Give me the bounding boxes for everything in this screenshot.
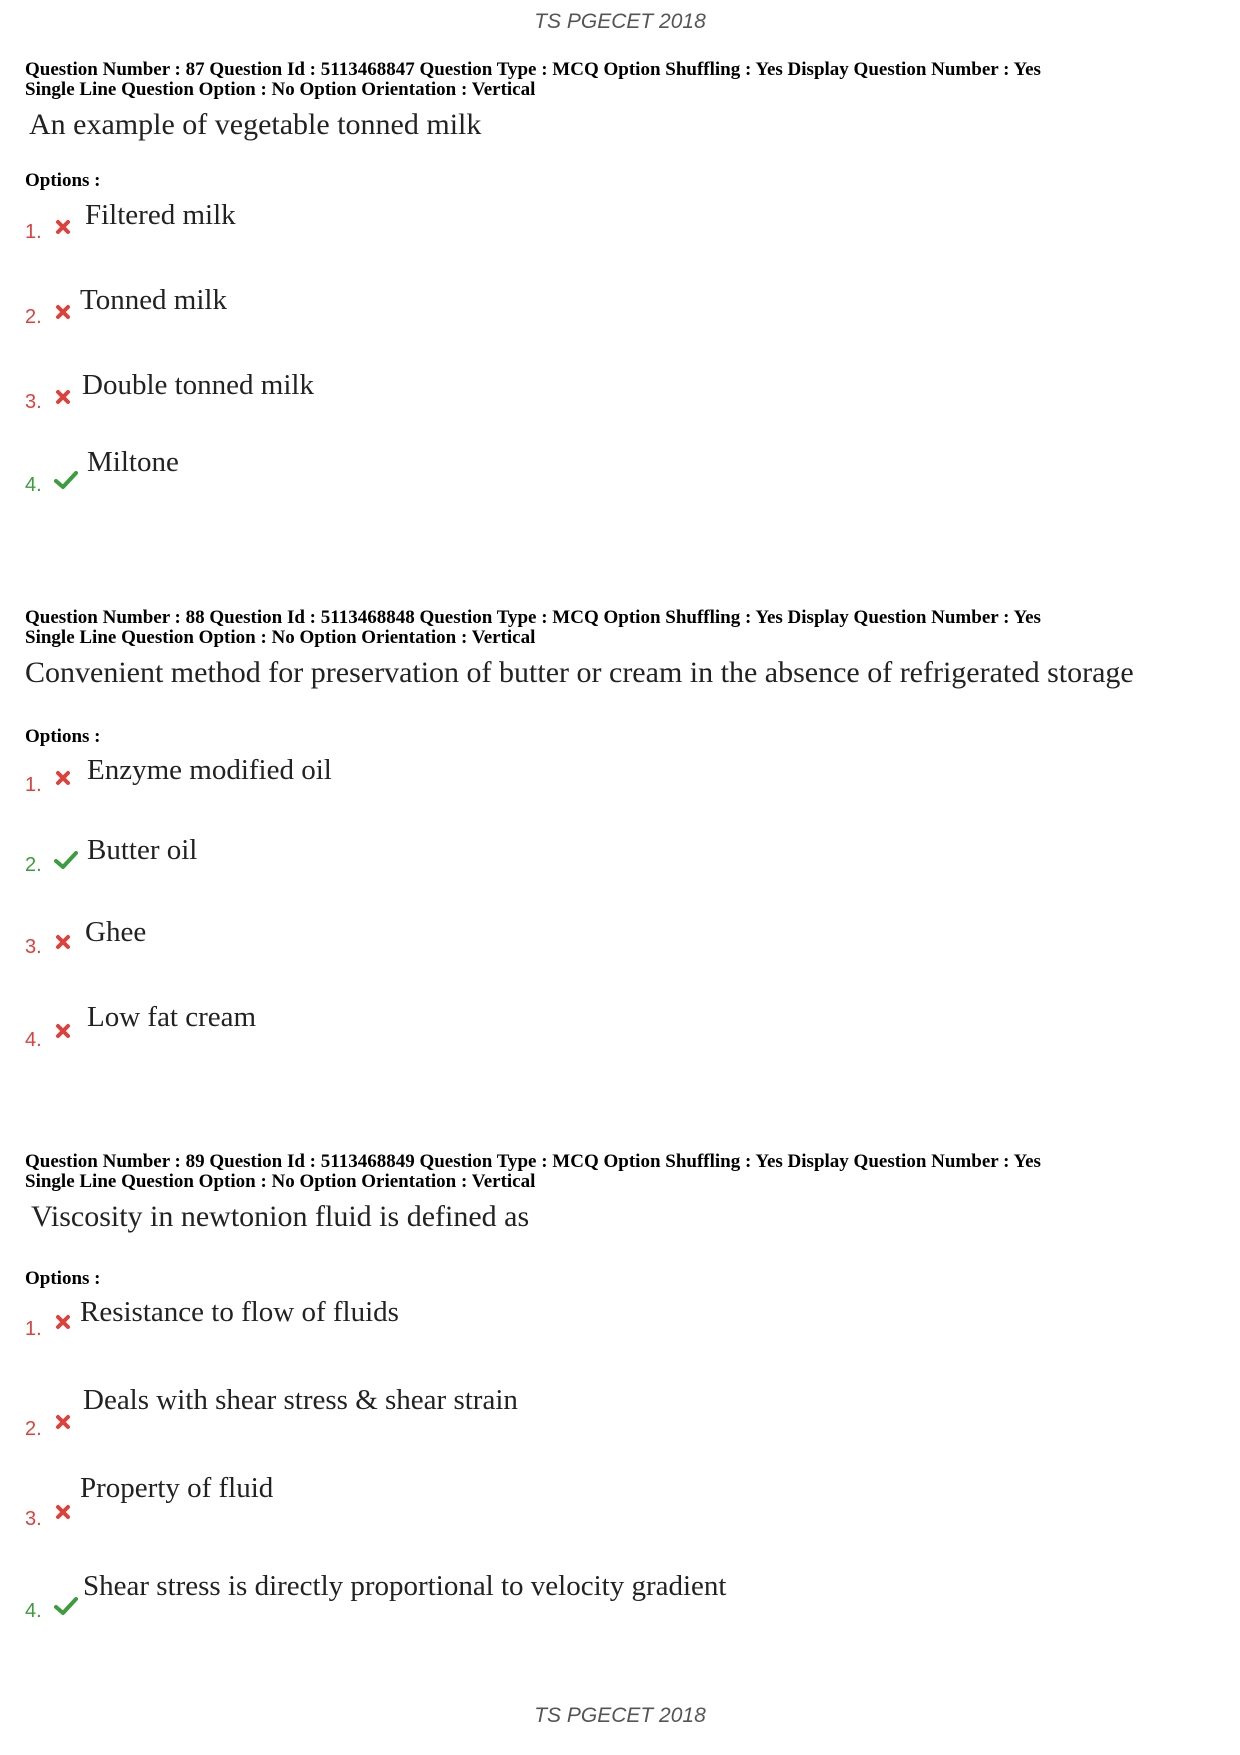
cross-mark-icon xyxy=(53,932,73,952)
option-number: 3. xyxy=(25,391,42,413)
option-number: 3. xyxy=(25,1508,42,1530)
option-number: 1. xyxy=(25,221,42,243)
cross-mark-icon xyxy=(53,302,73,322)
question-meta xyxy=(25,60,1215,100)
question-87 xyxy=(25,60,1215,540)
question-text: An example of vegetable tonned milk xyxy=(29,108,482,141)
option-text: Double tonned milk xyxy=(82,369,314,401)
option-3 xyxy=(25,916,925,960)
cross-mark-icon xyxy=(53,217,73,237)
option-1 xyxy=(25,1296,925,1342)
option-2 xyxy=(25,284,925,330)
cross-mark-icon xyxy=(53,1412,73,1432)
cross-mark-icon xyxy=(53,387,73,407)
options-label: Options : xyxy=(25,1268,101,1289)
question-meta-line1: Question Number : 89 Question Id : 5113468849 Question Type : MCQ Option Shuffling : Yes Display Question Number : Yes xyxy=(25,1151,1041,1172)
option-text: Butter oil xyxy=(87,834,198,866)
cross-mark-icon xyxy=(53,768,73,788)
question-meta-line1: Question Number : 87 Question Id : 5113468847 Question Type : MCQ Option Shuffling : Yes Display Question Number : Yes xyxy=(25,59,1041,80)
check-mark-icon xyxy=(53,1596,79,1616)
cross-mark-icon xyxy=(53,1021,73,1041)
question-88 xyxy=(25,608,1215,1088)
option-number: 2. xyxy=(25,306,42,328)
cross-mark-icon xyxy=(53,1312,73,1332)
option-4 xyxy=(25,1001,925,1053)
option-text: Resistance to flow of fluids xyxy=(80,1296,399,1328)
option-number: 1. xyxy=(25,1318,42,1340)
option-2 xyxy=(25,834,925,878)
option-3 xyxy=(25,369,925,415)
option-1 xyxy=(25,754,925,798)
option-2 xyxy=(25,1384,925,1442)
option-text: Property of fluid xyxy=(80,1472,274,1504)
page-footer: TS PGECET 2018 xyxy=(534,1704,706,1727)
option-text: Tonned milk xyxy=(80,284,227,316)
option-text: Ghee xyxy=(85,916,147,948)
option-text: Low fat cream xyxy=(87,1001,257,1033)
option-text: Miltone xyxy=(87,446,179,478)
option-number: 4. xyxy=(25,1600,42,1622)
question-89 xyxy=(25,1152,1215,1672)
question-meta-line2: Single Line Question Option : No Option Orientation : Vertical xyxy=(25,79,536,100)
question-meta-line1: Question Number : 88 Question Id : 5113468848 Question Type : MCQ Option Shuffling : Yes Display Question Number : Yes xyxy=(25,607,1041,628)
option-4 xyxy=(25,1570,925,1624)
question-meta xyxy=(25,608,1215,648)
option-number: 1. xyxy=(25,774,42,796)
option-number: 2. xyxy=(25,854,42,876)
page-header: TS PGECET 2018 xyxy=(534,10,706,33)
option-number: 4. xyxy=(25,474,42,496)
options-label: Options : xyxy=(25,170,101,191)
option-number: 3. xyxy=(25,936,42,958)
option-3 xyxy=(25,1472,925,1532)
check-mark-icon xyxy=(53,470,79,490)
question-meta-line2: Single Line Question Option : No Option Orientation : Vertical xyxy=(25,627,536,648)
option-text: Filtered milk xyxy=(85,199,236,231)
option-text: Deals with shear stress & shear strain xyxy=(83,1384,518,1416)
question-meta-line2: Single Line Question Option : No Option Orientation : Vertical xyxy=(25,1171,536,1192)
options-label: Options : xyxy=(25,726,101,747)
option-text: Enzyme modified oil xyxy=(87,754,332,786)
option-number: 2. xyxy=(25,1418,42,1440)
option-number: 4. xyxy=(25,1029,42,1051)
question-meta xyxy=(25,1152,1215,1192)
option-1 xyxy=(25,199,925,245)
option-4 xyxy=(25,446,925,498)
question-text: Viscosity in newtonion fluid is defined as xyxy=(31,1200,530,1233)
option-text: Shear stress is directly proportional to velocity gradient xyxy=(83,1570,727,1602)
check-mark-icon xyxy=(53,850,79,870)
cross-mark-icon xyxy=(53,1502,73,1522)
question-text: Convenient method for preservation of butter or cream in the absence of refrigerated storage xyxy=(25,656,1134,689)
